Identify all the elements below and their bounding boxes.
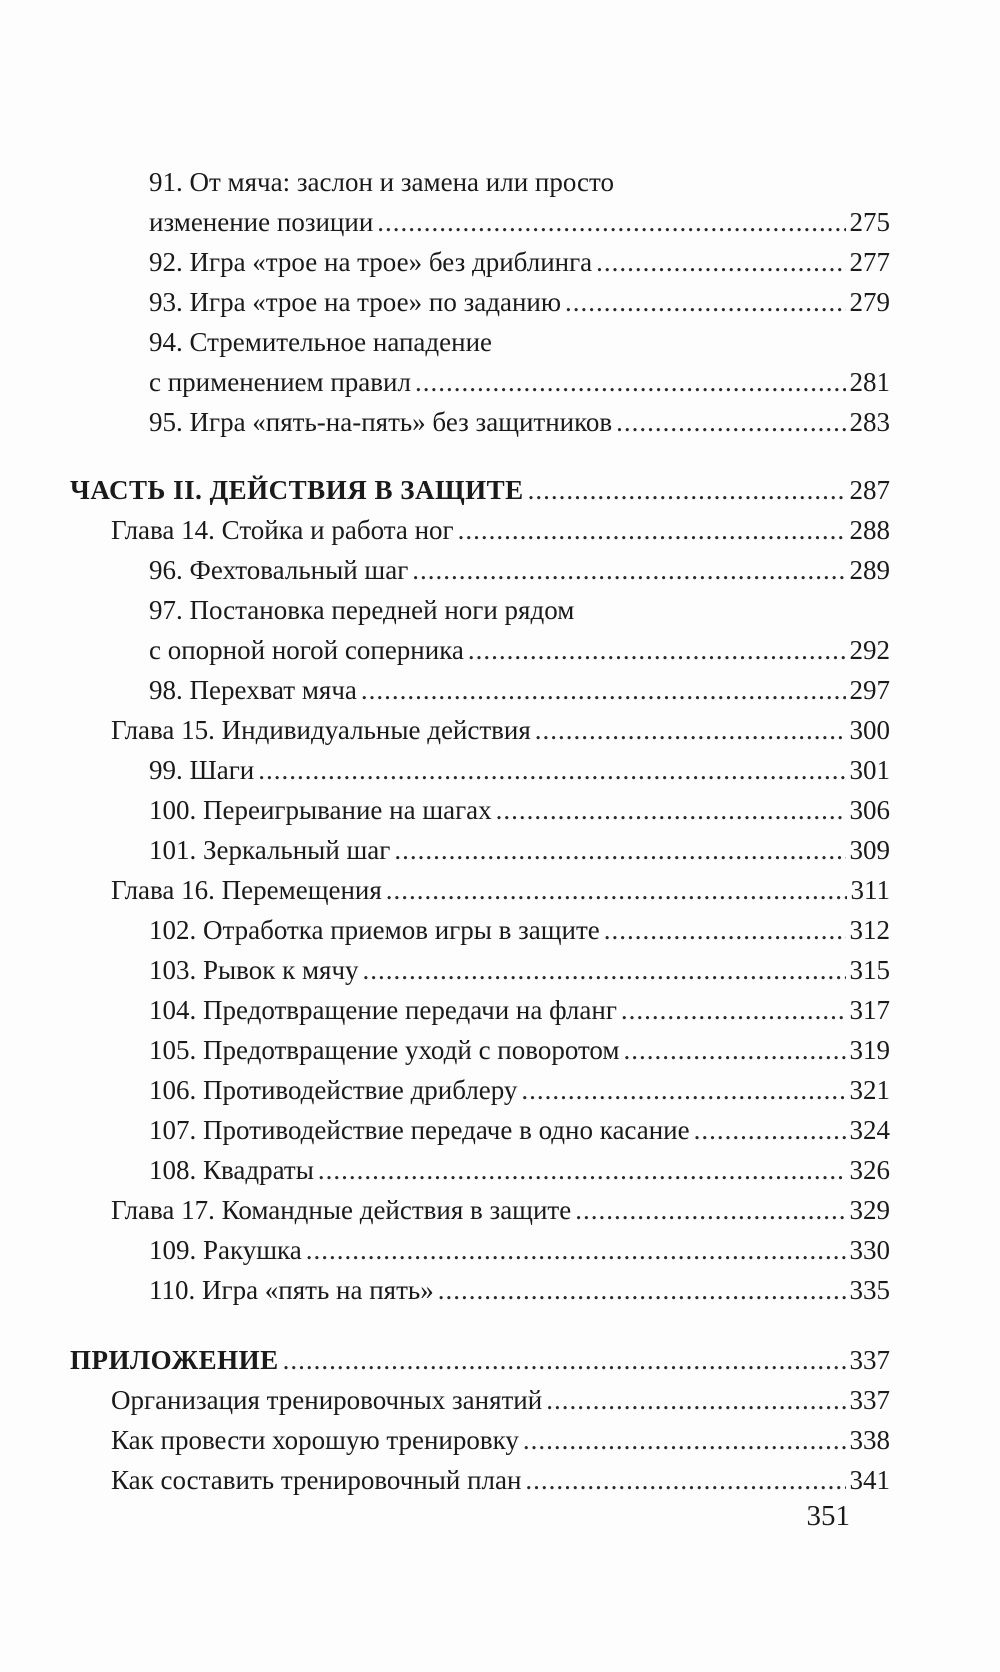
toc-item-102 [70, 910, 890, 950]
toc-item-99-page: 301 [849, 755, 890, 785]
section-gap [70, 1310, 890, 1340]
toc-item-95 [70, 402, 890, 442]
toc-item-109 [70, 1230, 890, 1270]
dot-leader [616, 402, 845, 442]
toc-item-106-title: 106. Противодействие дриблеру [149, 1075, 518, 1105]
toc-item-109-page: 330 [849, 1235, 890, 1265]
dot-leader [546, 1380, 845, 1420]
toc-item-101-title: 101. Зеркальный шаг [149, 835, 391, 865]
toc-appendix-page: 337 [849, 1345, 890, 1375]
dot-leader [623, 1030, 845, 1070]
dot-leader [528, 470, 846, 510]
toc-chapter-16-title: Глава 16. Перемещения [111, 875, 382, 905]
toc-appendix-title: ПРИЛОЖЕНИЕ [70, 1345, 279, 1375]
toc-item-94-title-line2: с применением правил [149, 367, 411, 397]
toc-item-105 [70, 1030, 890, 1070]
toc-appendix-item-1 [70, 1380, 890, 1420]
dot-leader [535, 710, 846, 750]
dot-leader [318, 1150, 846, 1190]
toc-appendix-item-3 [70, 1460, 890, 1500]
section-gap [70, 442, 890, 470]
toc-item-95-page: 283 [849, 407, 890, 437]
toc-item-103 [70, 950, 890, 990]
toc-item-93-page: 279 [849, 287, 890, 317]
toc-item-101-page: 309 [849, 835, 890, 865]
toc-item-94-page: 281 [849, 367, 890, 397]
dot-leader [468, 630, 846, 670]
toc-item-93 [70, 282, 890, 322]
toc-item-91-title-line1: От мяча: заслон и замена или просто [189, 167, 614, 197]
toc-item-101 [70, 830, 890, 870]
table-of-contents [70, 162, 890, 1500]
toc-chapter-16 [70, 870, 890, 910]
toc-item-100-page: 306 [849, 795, 890, 825]
toc-item-108-title: 108. Квадраты [149, 1155, 314, 1185]
toc-item-103-page: 315 [849, 955, 890, 985]
dot-leader [621, 990, 846, 1030]
dot-leader [694, 1110, 846, 1150]
toc-appendix [70, 1340, 890, 1380]
toc-item-94-title-line1: Стремительное нападение [189, 327, 492, 357]
toc-item-105-page: 319 [849, 1035, 890, 1065]
toc-item-97 [70, 630, 890, 670]
toc-appendix-item-2-title: Как провести хорошую тренировку [111, 1425, 519, 1455]
toc-item-104 [70, 990, 890, 1030]
page-number: 351 [806, 1500, 850, 1532]
toc-part-2-title: ЧАСТЬ II. ДЕЙСТВИЯ В ЗАЩИТЕ [70, 475, 524, 505]
toc-item-98-title: 98. Перехват мяча [149, 675, 357, 705]
toc-item-107 [70, 1110, 890, 1150]
dot-leader [458, 510, 846, 550]
toc-appendix-item-2-page: 338 [849, 1425, 890, 1455]
toc-chapter-17-title: Глава 17. Командные действия в защите [111, 1195, 572, 1225]
toc-appendix-item-3-page: 341 [849, 1465, 890, 1495]
dot-leader [521, 1070, 845, 1110]
dot-leader [258, 750, 845, 790]
dot-leader [363, 950, 846, 990]
toc-item-91-title-line2: изменение позиции [149, 207, 374, 237]
dot-leader [496, 790, 846, 830]
toc-item-93-text: Игра «трое на трое» по заданию [189, 287, 562, 317]
toc-item-110-page: 335 [849, 1275, 890, 1305]
toc-item-95-title [149, 402, 612, 442]
toc-item-93-title [149, 282, 561, 322]
dot-leader [565, 282, 845, 322]
dot-leader [575, 1190, 845, 1230]
toc-item-105-title: 105. Предотвращение уходй с поворотом [149, 1035, 620, 1065]
toc-appendix-item-2 [70, 1420, 890, 1460]
dot-leader [523, 1420, 846, 1460]
toc-item-104-title: 104. Предотвращение передачи на фланг [149, 995, 617, 1025]
dot-leader [596, 242, 845, 282]
toc-item-110-title: 110. Игра «пять на пять» [149, 1275, 434, 1305]
dot-leader [415, 362, 846, 402]
toc-item-97-title-line2: с опорной ногой соперника [149, 635, 464, 665]
toc-item-107-page: 324 [849, 1115, 890, 1145]
toc-appendix-item-1-title: Организация тренировочных занятий [111, 1385, 543, 1415]
toc-part-2 [70, 470, 890, 510]
toc-item-102-title: 102. Отработка приемов игры в защите [149, 915, 600, 945]
toc-item-104-page: 317 [849, 995, 890, 1025]
toc-item-92-title [149, 242, 592, 282]
dot-leader [377, 202, 845, 242]
toc-item-91-line1 [70, 162, 890, 202]
toc-item-108 [70, 1150, 890, 1190]
toc-item-99-title: 99. Шаги [149, 755, 255, 785]
dot-leader [386, 870, 847, 910]
dot-leader [306, 1230, 846, 1270]
dot-leader [361, 670, 846, 710]
toc-item-92-number: 92. [149, 247, 183, 277]
dot-leader [283, 1340, 846, 1380]
toc-item-91-number: 91. [149, 167, 183, 197]
toc-item-102-page: 312 [849, 915, 890, 945]
toc-chapter-14-page: 288 [849, 515, 890, 545]
toc-item-92-page: 277 [849, 247, 890, 277]
toc-item-110 [70, 1270, 890, 1310]
toc-chapter-17-page: 329 [849, 1195, 890, 1225]
toc-item-103-title: 103. Рывок к мячу [149, 955, 359, 985]
dot-leader [412, 550, 845, 590]
toc-item-107-title: 107. Противодействие передаче в одно касание [149, 1115, 690, 1145]
toc-item-96-page: 289 [849, 555, 890, 585]
toc-item-98 [70, 670, 890, 710]
toc-item-91-page: 275 [849, 207, 890, 237]
toc-item-94 [70, 362, 890, 402]
toc-item-96 [70, 550, 890, 590]
dot-leader [438, 1270, 846, 1310]
toc-item-91 [70, 202, 890, 242]
toc-item-96-title: 96. Фехтовальный шаг [149, 555, 409, 585]
dot-leader [394, 830, 845, 870]
toc-item-92-text: Игра «трое на трое» без дриблинга [189, 247, 593, 277]
toc-item-109-title: 109. Ракушка [149, 1235, 302, 1265]
toc-item-106-page: 321 [849, 1075, 890, 1105]
dot-leader [604, 910, 846, 950]
toc-item-97-line1: 97. Постановка передней ноги рядом [149, 595, 575, 625]
toc-item-93-number: 93. [149, 287, 183, 317]
toc-item-98-page: 297 [849, 675, 890, 705]
dot-leader [525, 1460, 845, 1500]
toc-chapter-15-page: 300 [849, 715, 890, 745]
toc-chapter-16-page: 311 [850, 875, 890, 905]
toc-item-108-page: 326 [849, 1155, 890, 1185]
toc-part-2-page: 287 [849, 475, 890, 505]
toc-item-92 [70, 242, 890, 282]
toc-chapter-15 [70, 710, 890, 750]
toc-item-94-line1 [70, 322, 890, 362]
toc-chapter-14-title: Глава 14. Стойка и работа ног [111, 515, 454, 545]
toc-chapter-17 [70, 1190, 890, 1230]
toc-appendix-item-1-page: 337 [849, 1385, 890, 1415]
toc-appendix-item-3-title: Как составить тренировочный план [111, 1465, 522, 1495]
toc-item-95-number: 95. [149, 407, 183, 437]
toc-item-100 [70, 790, 890, 830]
toc-item-100-title: 100. Переигрывание на шагах [149, 795, 492, 825]
toc-chapter-14 [70, 510, 890, 550]
toc-item-94-number: 94. [149, 327, 183, 357]
toc-chapter-15-title: Глава 15. Индивидуальные действия [111, 715, 531, 745]
toc-item-95-text: Игра «пять-на-пять» без защитников [189, 407, 613, 437]
toc-item-106 [70, 1070, 890, 1110]
toc-item-97-page: 292 [849, 635, 890, 665]
toc-item-99 [70, 750, 890, 790]
